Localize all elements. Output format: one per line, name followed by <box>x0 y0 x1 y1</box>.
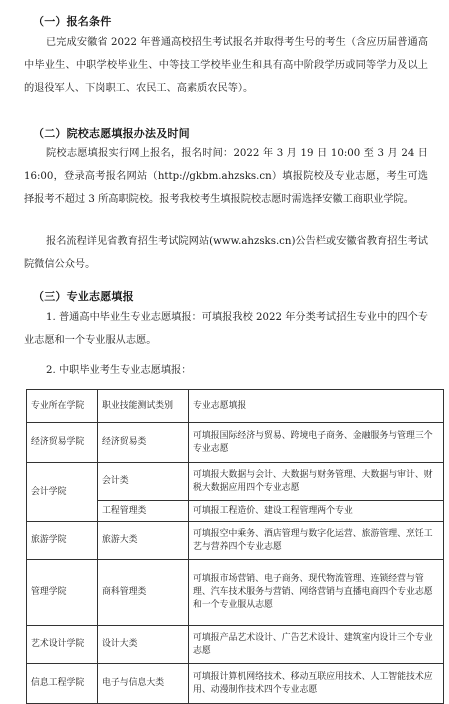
section-3-item-2: 2. 中职毕业考生专业志愿填报： <box>46 365 192 376</box>
cell-category: 旅游大类 <box>98 522 189 560</box>
table-row <box>27 423 444 463</box>
section-1-paragraph: 已完成安徽省 2022 年普通高校招生考试报名并取得考生号的考生（含应历届普通高中毕业生、中职学校毕业生、中等技工学校毕业生和具有高中阶段学历或同等学力及以上的退役军人、下岗职工、农民工、高素质农民等）。 <box>24 37 428 94</box>
cell-majors: 可填报产品艺术设计、广告艺术设计、建筑室内设计三个专业志愿 <box>189 626 444 664</box>
cell-college: 艺术设计学院 <box>27 626 98 664</box>
majors-table <box>26 389 444 704</box>
cell-college: 信息工程学院 <box>27 664 98 704</box>
cell-majors: 可填报计算机网络技术、移动互联应用技术、人工智能技术应用、动漫制作技术四个专业志愿 <box>189 664 444 704</box>
cell-majors: 可填报大数据与会计、大数据与财务管理、大数据与审计、财税大数据应用四个专业志愿 <box>189 463 444 501</box>
section-2-paragraph-2: 报名流程详见省教育招生考试院网站(www.ahzsks.cn)公告栏或安徽省教育招生考试院微信公众号。 <box>24 236 428 270</box>
cell-college: 会计学院 <box>27 463 98 522</box>
table-row <box>27 626 444 664</box>
cell-category: 设计大类 <box>98 626 189 664</box>
cell-category: 经济贸易类 <box>98 423 189 463</box>
section-3-item-1: 1. 普通高中毕业生专业志愿填报：可填报我校 2022 年分类考试招生专业中的四个专业志愿和一个专业服从志愿。 <box>24 312 428 346</box>
table-row <box>27 664 444 704</box>
section-1-heading: （一）报名条件 <box>33 15 112 28</box>
cell-college: 管理学院 <box>27 560 98 626</box>
cell-category: 电子与信息大类 <box>98 664 189 704</box>
cell-majors: 可填报空中乘务、酒店管理与数字化运营、旅游管理、烹饪工艺与营养四个专业志愿 <box>189 522 444 560</box>
table-header-row <box>27 390 444 423</box>
section-2-heading: （二）院校志愿填报办法及时间 <box>33 127 190 140</box>
header-college: 专业所在学院 <box>27 390 98 423</box>
cell-majors: 可填报国际经济与贸易、跨境电子商务、金融服务与管理三个专业志愿 <box>189 423 444 463</box>
header-category: 职业技能测试类别 <box>98 390 189 423</box>
cell-college: 旅游学院 <box>27 522 98 560</box>
section-2-paragraph-1: 院校志愿填报实行网上报名，报名时间：2022 年 3 月 19 日 10:00 至 3 月 24 日 16:00，登录高考报名网站（http://gkbm.ahzsks.cn）填报院校及专业志愿，考生可选择报考不超过 3 所高职院校。报考我校考生填报院校志愿时需选择安徽工商职业学院。 <box>24 148 428 205</box>
cell-category: 会计类 <box>98 463 189 501</box>
cell-college: 经济贸易学院 <box>27 423 98 463</box>
section-3-heading: （三）专业志愿填报 <box>33 290 134 303</box>
table-row <box>27 560 444 626</box>
cell-category: 工程管理类 <box>98 501 189 522</box>
cell-majors: 可填报工程造价、建设工程管理两个专业 <box>189 501 444 522</box>
table-row <box>27 463 444 501</box>
cell-category: 商科管理类 <box>98 560 189 626</box>
table-row <box>27 522 444 560</box>
header-majors: 专业志愿填报 <box>189 390 444 423</box>
cell-majors: 可填报市场营销、电子商务、现代物流管理、连锁经营与管理、汽车技术服务与营销、网络营销与直播电商四个专业志愿和一个专业服从志愿 <box>189 560 444 626</box>
